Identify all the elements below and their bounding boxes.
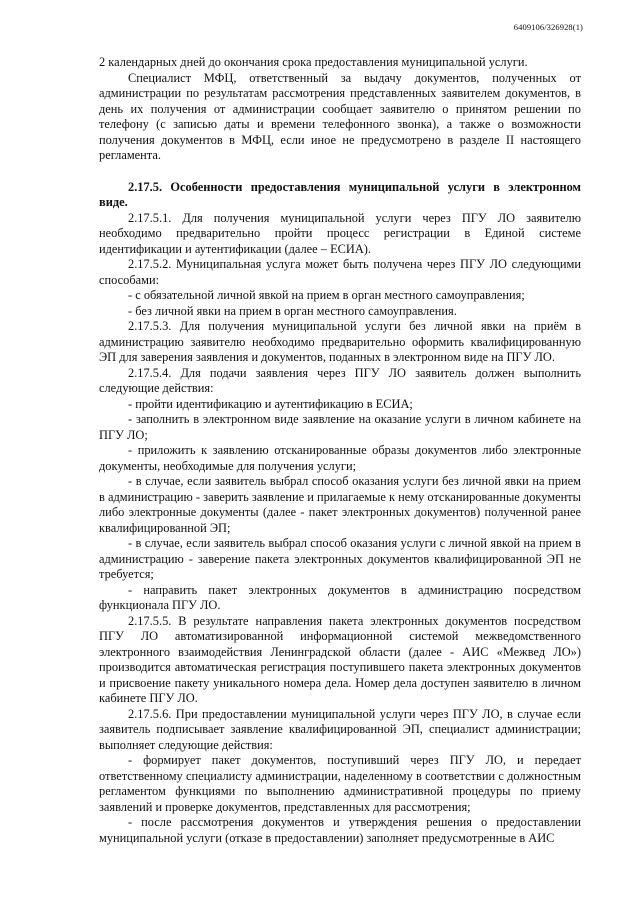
list-item: - с обязательной личной явкой на прием в орган местного самоуправления; [128,288,525,302]
paragraph: Специалист МФЦ, ответственный за выдачу документов, полученных от администрации по результатам рассмотрения представленных заявителем документов, в день их получения от администрации сообщает заявителю о принятом решении по телефону (с записью даты и времени телефонного звонка), а также о возможности получения документов в МФЦ, если иное не предусмотрено в разделе II настоящего регламента. [99,70,581,162]
list-item: - формирует пакет документов, поступивший через ПГУ ЛО, и передает ответственному специалисту администрации, наделенному в соответствии с должностным регламентом функциями по выполнению административной процедуры по приему заявлений и проверке документов, представленных для рассмотрения; [99,753,581,814]
list-item: - заполнить в электронном виде заявление на оказание услуги в личном кабинете на ПГУ ЛО; [99,412,581,442]
list-item: - направить пакет электронных документов в администрацию посредством функционала ПГУ ЛО. [99,582,581,612]
paragraph: 2.17.5.3. Для получения муниципальной услуги без личной явки на приём в администрацию заявителю необходимо предварительно оформить квалифицированную ЭП для заверения заявления и документов, поданных в электронном виде на ПГУ ЛО. [99,319,581,364]
list-item: - приложить к заявлению отсканированные образы документов либо электронные документы, необходимые для получения услуги; [99,443,581,473]
paragraph: 2.17.5.4. Для подачи заявления через ПГУ ЛО заявитель должен выполнить следующие действия: [99,365,581,395]
list-item: - после рассмотрения документов и утверждения решения о предоставлении муниципальной услуги (отказе в предоставлении) заполняет предусмотренные в АИС [99,815,581,845]
list-item: - в случае, если заявитель выбрал способ оказания услуги с личной явкой на прием в администрацию - заверение пакета электронных документов квалифицированной ЭП не требуется; [99,536,581,581]
document-number: 6409106/326928(1) [513,22,583,32]
document-body [99,55,581,846]
section-heading: 2.17.5. Особенности предоставления муниципальной услуги в электронном виде. [99,179,581,209]
paragraph: 2.17.5.1. Для получения муниципальной услуги через ПГУ ЛО заявителю необходимо предварительно пройти процесс регистрации в Единой системе идентификации и аутентификации (далее – ЕСИА). [99,210,581,256]
list-item: - пройти идентификацию и аутентификацию в ЕСИА; [128,396,413,411]
paragraph: 2.17.5.2. Муниципальная услуга может быть получена через ПГУ ЛО следующими способами: [99,257,581,287]
paragraph: 2 календарных дней до окончания срока предоставления муниципальной услуги. [99,55,528,69]
paragraph: 2.17.5.5. В результате направления пакета электронных документов посредством ПГУ ЛО автоматизированной информационной системой межведомственного электронного взаимодействия Ленинградской области (далее - АИС «Межвед ЛО») производится автоматическая регистрация поступившего пакета электронных документов и присвоение пакету уникального номера дела. Номер дела доступен заявителю в личном кабинете ПГУ ЛО. [99,613,581,705]
list-item: - без личной явки на прием в орган местного самоуправления. [128,303,457,318]
paragraph: 2.17.5.6. При предоставлении муниципальной услуги через ПГУ ЛО, в случае если заявитель подписывает заявление квалифицированной ЭП, специалист администрации; выполняет следующие действия: [99,706,581,752]
list-item: - в случае, если заявитель выбрал способ оказания услуги без личной явки на прием в администрацию - заверить заявление и прилагаемые к нему отсканированные документы либо электронные документы (далее - пакет электронных документов) полученной ранее квалифицированной ЭП; [99,474,581,535]
